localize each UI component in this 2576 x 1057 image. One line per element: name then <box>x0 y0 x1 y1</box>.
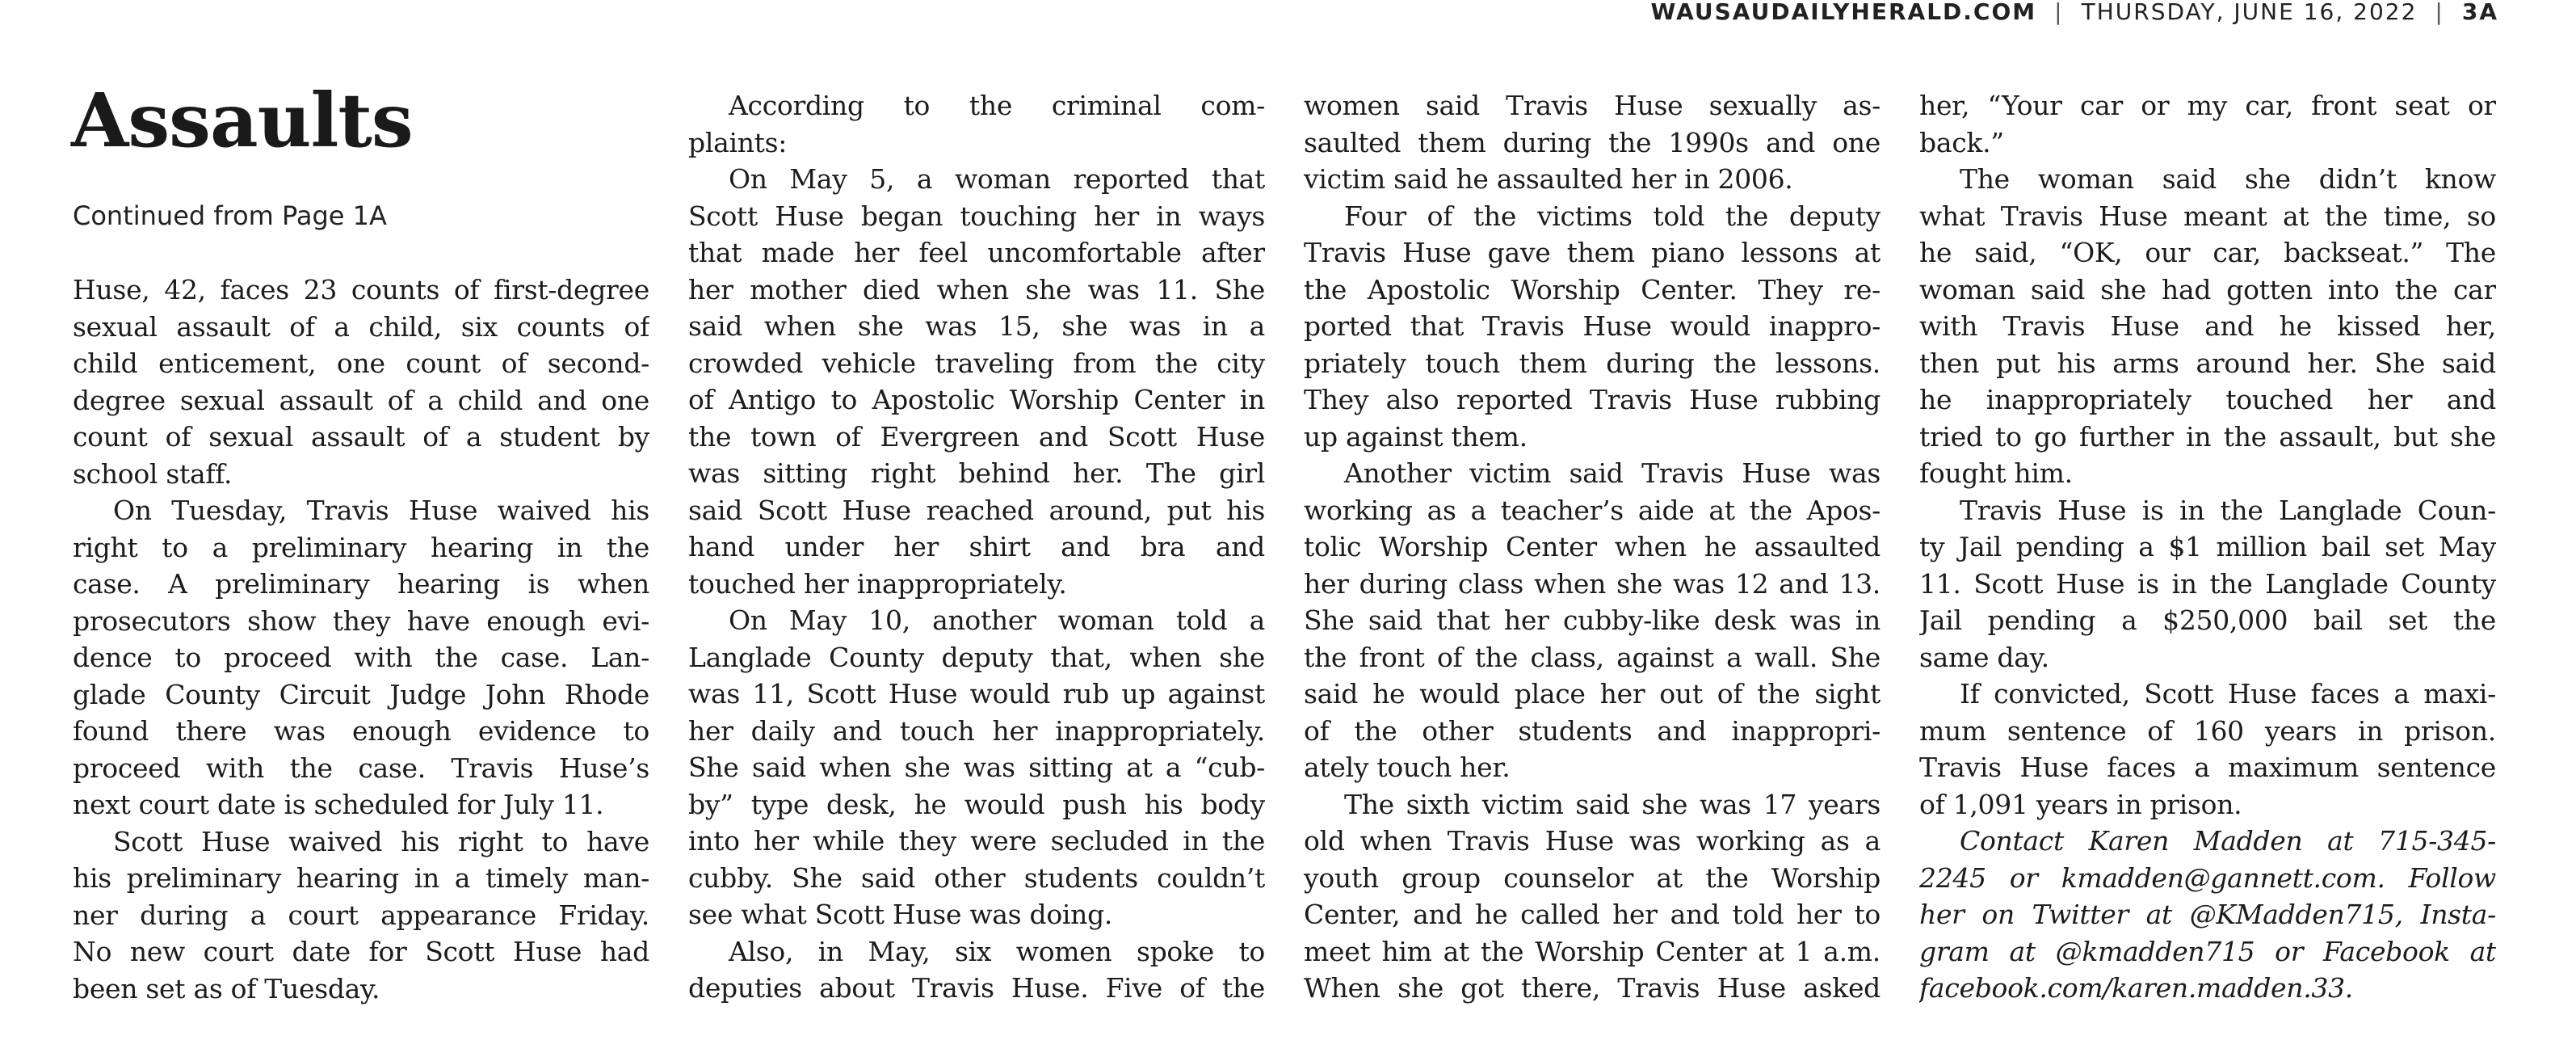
text-line: that made her feel uncomfortable after <box>688 237 1265 268</box>
text-line: women said Travis Huse sexually as- <box>1304 90 1881 121</box>
text-line: proceed with the case. Travis Huse’s <box>73 752 649 784</box>
text-line: her, “Your car or my car, front seat or <box>1919 90 2496 121</box>
article-headline: Assaults <box>71 77 413 164</box>
text-line: Scott Huse waived his right to have <box>113 825 649 857</box>
text-line: by” type desk, he would push his body <box>688 788 1265 820</box>
text-line: into her while they were secluded in the <box>688 825 1265 857</box>
text-line: dence to proceed with the case. Lan- <box>73 642 649 673</box>
header-separator: | <box>2054 0 2064 25</box>
text-line: Travis Huse is in the Langlade Coun- <box>1960 494 2496 526</box>
text-line: Langlade County deputy that, when she <box>688 641 1265 673</box>
text-line: Scott Huse began touching her in ways <box>688 200 1265 232</box>
text-line: On May 5, a woman reported that <box>729 163 1265 195</box>
text-line: said Scott Huse reached around, put his <box>688 494 1265 526</box>
text-line: prosecutors show they have enough evi- <box>73 604 649 637</box>
text-line: Travis Huse faces a maximum sentence <box>1919 752 2496 783</box>
text-line: priately touch them during the lessons. <box>1304 347 1881 379</box>
text-line: sexual assault of a child, six counts of <box>73 310 649 343</box>
text-line: 2245 or kmadden@gannett.com. Follow <box>1919 861 2496 894</box>
text-line: She said when she was sitting at a “cub- <box>688 752 1265 783</box>
text-line: facebook.com/karen.madden.33. <box>1919 972 2353 1004</box>
text-line: woman said she had gotten into the car <box>1919 273 2496 305</box>
text-line: crowded vehicle traveling from the city <box>688 347 1265 379</box>
text-line: ported that Travis Huse would inappro- <box>1304 310 1881 342</box>
text-line: plaints: <box>688 126 788 158</box>
text-line: up against them. <box>1304 420 1528 453</box>
text-line: saulted them during the 1990s and one <box>1304 126 1881 158</box>
text-line: They also reported Travis Huse rubbing <box>1304 384 1881 415</box>
text-line: glade County Circuit Judge John Rhode <box>73 678 649 710</box>
text-line: tried to go further in the assault, but she <box>1919 420 2496 453</box>
text-line: of the other students and inappropri- <box>1304 714 1881 747</box>
text-line: said when she was 15, she was in a <box>688 310 1265 342</box>
site-name[interactable]: WAUSAUDAILYHERALD.COM <box>1650 0 2037 25</box>
text-line: When she got there, Travis Huse asked <box>1304 972 1881 1004</box>
text-line: ty Jail pending a $1 million bail set May <box>1919 531 2496 562</box>
text-line: The woman said she didn’t know <box>1960 163 2496 195</box>
text-line: of Antigo to Apostolic Worship Center in <box>688 384 1265 415</box>
text-line: According to the criminal com- <box>729 90 1265 121</box>
text-line: meet him at the Worship Center at 1 a.m. <box>1304 935 1881 967</box>
issue-date: THURSDAY, JUNE 16, 2022 <box>2081 0 2418 25</box>
page-number: 3A <box>2461 0 2498 25</box>
text-line: 11. Scott Huse is in the Langlade County <box>1919 567 2496 600</box>
text-line: Jail pending a $250,000 bail set the <box>1919 604 2496 636</box>
text-line: found there was enough evidence to <box>73 715 649 747</box>
text-line: old when Travis Huse was working as a <box>1304 825 1881 857</box>
text-line: fought him. <box>1919 457 2073 489</box>
text-line: next court date is scheduled for July 11. <box>73 789 604 820</box>
text-line: her during class when she was 12 and 13. <box>1304 567 1881 600</box>
text-line: said he would place her out of the sight <box>1304 678 1881 710</box>
text-line: hand under her shirt and bra and <box>688 531 1265 562</box>
article-column-4 <box>1919 87 2496 1007</box>
page-header <box>1650 0 2498 24</box>
text-line: was 11, Scott Huse would rub up against <box>688 678 1265 710</box>
text-line: Travis Huse gave them piano lessons at <box>1304 237 1881 268</box>
text-line: No new court date for Scott Huse had <box>73 936 649 967</box>
text-line: tolic Worship Center when he assaulted <box>1304 531 1881 562</box>
text-line: ner during a court appearance Friday. <box>73 899 649 931</box>
text-line: She said that her cubby-like desk was in <box>1304 604 1881 636</box>
text-line: he inappropriately touched her and <box>1919 384 2496 415</box>
jump-line: Continued from Page 1A <box>73 200 387 231</box>
text-line: mum sentence of 160 years in prison. <box>1919 714 2496 747</box>
text-line: degree sexual assault of a child and one <box>73 384 649 416</box>
text-line: If convicted, Scott Huse faces a maxi- <box>1960 678 2496 710</box>
text-line: victim said he assaulted her in 2006. <box>1304 163 1793 195</box>
text-line: same day. <box>1919 641 2049 673</box>
text-line: with Travis Huse and he kissed her, <box>1919 310 2496 342</box>
text-line: working as a teacher’s aide at the Apos- <box>1304 494 1881 526</box>
text-line: her on Twitter at @KMadden715, Insta- <box>1919 899 2496 930</box>
text-line: of 1,091 years in prison. <box>1919 788 2242 820</box>
text-line: what Travis Huse meant at the time, so <box>1919 200 2496 232</box>
text-line: gram at @kmadden715 or Facebook at <box>1919 935 2496 967</box>
text-line: her daily and touch her inappropriately. <box>688 714 1265 747</box>
text-line: ately touch her. <box>1304 752 1511 783</box>
text-line: her mother died when she was 11. She <box>688 273 1265 305</box>
text-line: Contact Karen Madden at 715-345- <box>1960 825 2496 857</box>
text-line: the front of the class, against a wall. She <box>1304 641 1881 673</box>
text-line: was sitting right behind her. The girl <box>688 457 1265 489</box>
text-line: Four of the victims told the deputy <box>1344 200 1881 232</box>
text-line: the town of Evergreen and Scott Huse <box>688 420 1265 453</box>
text-line: Huse, 42, faces 23 counts of first-degree <box>73 274 649 305</box>
text-line: right to a preliminary hearing in the <box>73 531 649 563</box>
text-line: The sixth victim said she was 17 years <box>1344 788 1881 820</box>
text-line: see what Scott Huse was doing. <box>688 899 1113 930</box>
text-line: On May 10, another woman told a <box>729 604 1265 636</box>
text-line: cubby. She said other students couldn’t <box>688 861 1265 894</box>
text-line: count of sexual assault of a student by <box>73 421 649 453</box>
article-column-1 <box>73 272 649 1007</box>
text-line: child enticement, one count of second- <box>73 347 649 379</box>
text-line: the Apostolic Worship Center. They re- <box>1304 273 1881 305</box>
text-line: he said, “OK, our car, backseat.” The <box>1919 237 2496 268</box>
text-line: Center, and he called her and told her to <box>1304 899 1881 930</box>
text-line: Another victim said Travis Huse was <box>1344 457 1881 489</box>
text-line: touched her inappropriately. <box>688 567 1067 600</box>
text-line: case. A preliminary hearing is when <box>73 568 649 600</box>
text-line: youth group counselor at the Worship <box>1304 861 1881 894</box>
article-column-2 <box>688 87 1265 1007</box>
article-column-3 <box>1304 87 1881 1007</box>
text-line: deputies about Travis Huse. Five of the <box>688 972 1265 1004</box>
text-line: Also, in May, six women spoke to <box>729 935 1265 967</box>
text-line: then put his arms around her. She said <box>1919 347 2496 379</box>
header-separator-2: | <box>2435 0 2444 25</box>
text-line: been set as of Tuesday. <box>73 972 380 1004</box>
text-line: On Tuesday, Travis Huse waived his <box>113 495 649 526</box>
text-line: his preliminary hearing in a timely man- <box>73 862 649 894</box>
text-line: back.” <box>1919 126 2004 158</box>
text-line: school staff. <box>73 457 233 490</box>
